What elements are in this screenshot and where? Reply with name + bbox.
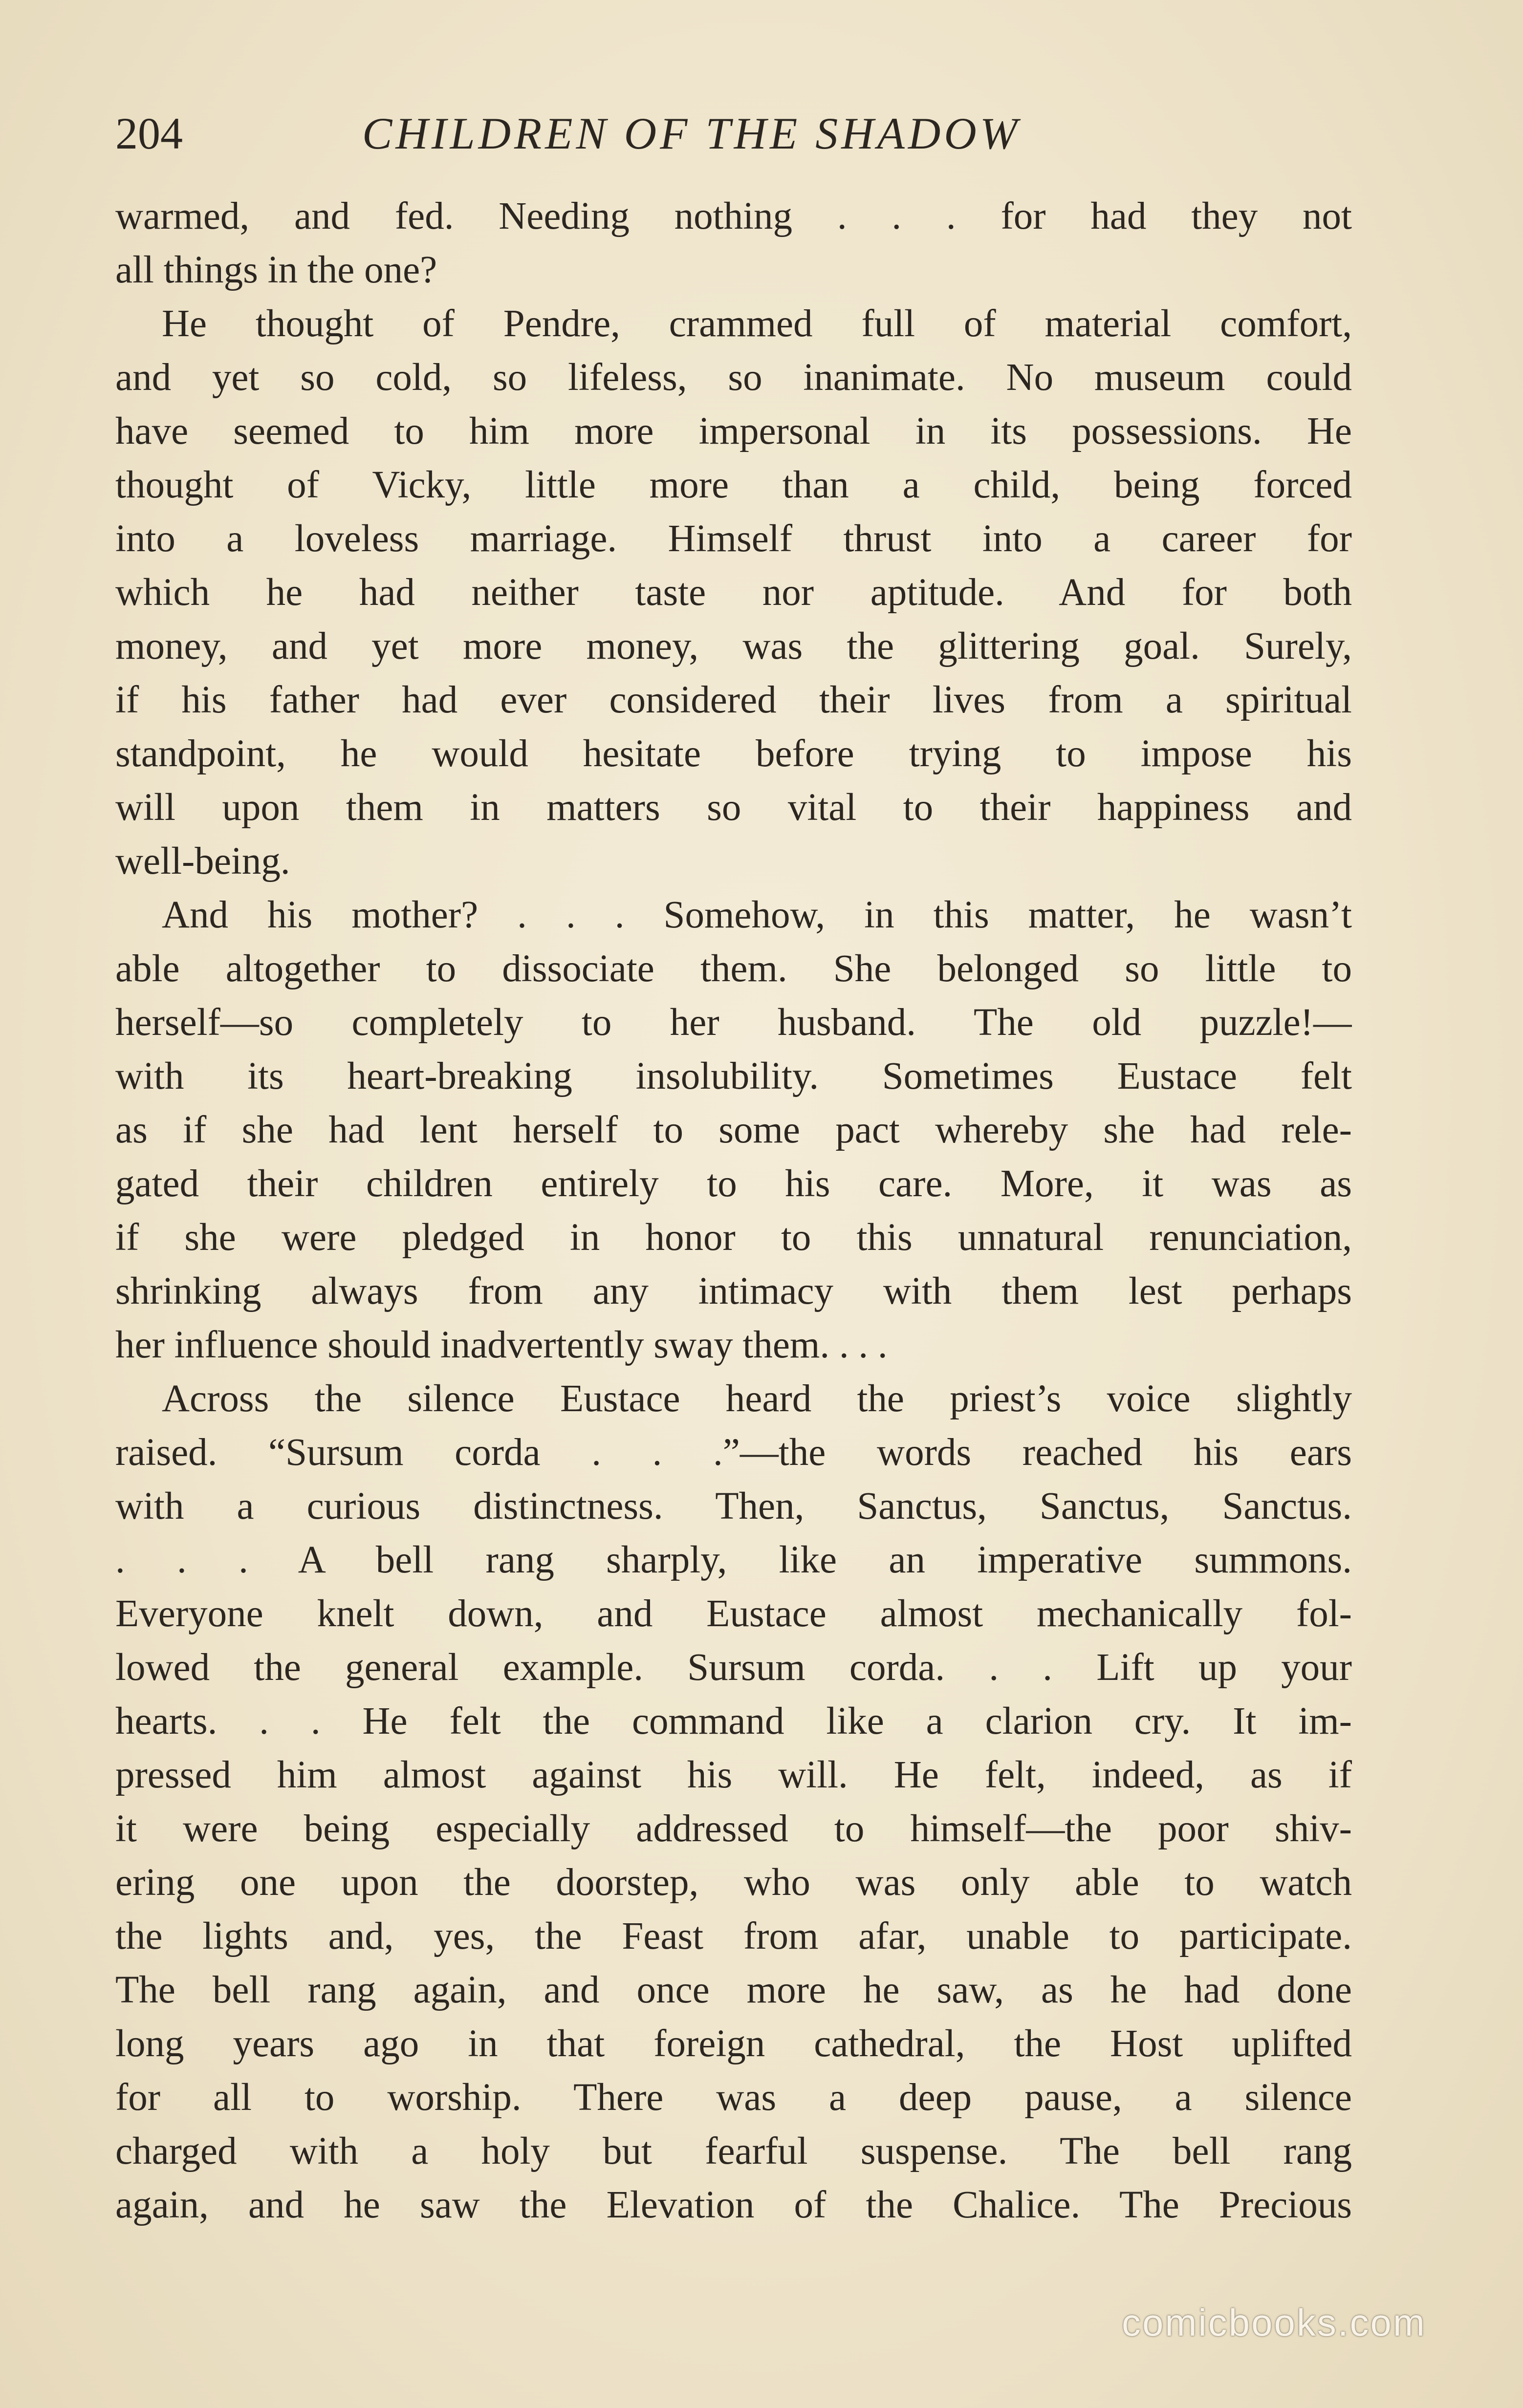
text-line: charged with a holy but fearful suspense. The bell rang	[115, 2130, 1352, 2172]
text-line: money, and yet more money, was the glittering goal. Surely,	[115, 625, 1352, 667]
text-line: lowed the general example. Sursum corda. . . Lift up your	[115, 1646, 1352, 1689]
text-line: with its heart-breaking insolubility. Sometimes Eustace felt	[115, 1055, 1352, 1097]
text-line: for all to worship. There was a deep pause, a silence	[115, 2076, 1352, 2119]
text-line: herself—so completely to her husband. The old puzzle!—	[115, 1001, 1352, 1044]
text-line: which he had neither taste nor aptitude. And for both	[115, 571, 1352, 614]
text-line: warmed, and fed. Needing nothing . . . for had they not	[115, 195, 1352, 237]
text-line: thought of Vicky, little more than a child, being forced	[115, 464, 1352, 506]
page-number: 204	[115, 108, 183, 158]
text-line: shrinking always from any intimacy with them lest perhaps	[115, 1270, 1352, 1312]
text-line: if she were pledged in honor to this unnatural renunciation,	[115, 1216, 1352, 1259]
text-line: all things in the one?	[115, 249, 437, 291]
page-header	[115, 103, 1352, 176]
text-line: with a curious distinctness. Then, Sanctus, Sanctus, Sanctus.	[115, 1485, 1352, 1527]
text-line: the lights and, yes, the Feast from afar, unable to participate.	[115, 1915, 1352, 1957]
text-line: The bell rang again, and once more he saw, as he had done	[115, 1969, 1352, 2011]
text-line: And his mother? . . . Somehow, in this matter, he wasn’t	[162, 894, 1352, 936]
text-line: and yet so cold, so lifeless, so inanimate. No museum could	[115, 356, 1352, 399]
text-line: raised. “Sursum corda . . .”—the words reached his ears	[115, 1431, 1352, 1474]
text-line: Everyone knelt down, and Eustace almost mechanically fol-	[115, 1592, 1352, 1635]
text-line: into a loveless marriage. Himself thrust into a career for	[115, 517, 1352, 560]
text-line: Across the silence Eustace heard the priest’s voice slightly	[162, 1377, 1352, 1420]
text-line: her influence should inadvertently sway them. . . .	[115, 1324, 888, 1366]
text-line: long years ago in that foreign cathedral, the Host uplifted	[115, 2022, 1352, 2065]
running-head: CHILDREN OF THE SHADOW	[362, 108, 1021, 158]
text-line: as if she had lent herself to some pact whereby she had rele-	[115, 1109, 1352, 1151]
text-line: if his father had ever considered their lives from a spiritual	[115, 679, 1352, 721]
text-line: ering one upon the doorstep, who was only able to watch	[115, 1861, 1352, 1904]
text-line: He thought of Pendre, crammed full of material comfort,	[162, 302, 1352, 345]
text-line: able altogether to dissociate them. She belonged so little to	[115, 947, 1352, 990]
text-line: well-being.	[115, 840, 290, 882]
text-line: it were being especially addressed to himself—the poor shiv-	[115, 1807, 1352, 1850]
body-text	[115, 190, 1352, 2232]
text-line: hearts. . . He felt the command like a clarion cry. It im-	[115, 1700, 1352, 1742]
text-line: . . . A bell rang sharply, like an imperative summons.	[115, 1539, 1352, 1581]
watermark: comicbooks.com	[1122, 2301, 1426, 2344]
text-line: gated their children entirely to his care. More, it was as	[115, 1162, 1352, 1205]
text-line: pressed him almost against his will. He felt, indeed, as if	[115, 1754, 1352, 1796]
text-line: will upon them in matters so vital to their happiness and	[115, 786, 1352, 829]
text-line: standpoint, he would hesitate before trying to impose his	[115, 732, 1352, 775]
text-line: have seemed to him more impersonal in its possessions. He	[115, 410, 1352, 452]
text-line: again, and he saw the Elevation of the Chalice. The Precious	[115, 2184, 1352, 2226]
